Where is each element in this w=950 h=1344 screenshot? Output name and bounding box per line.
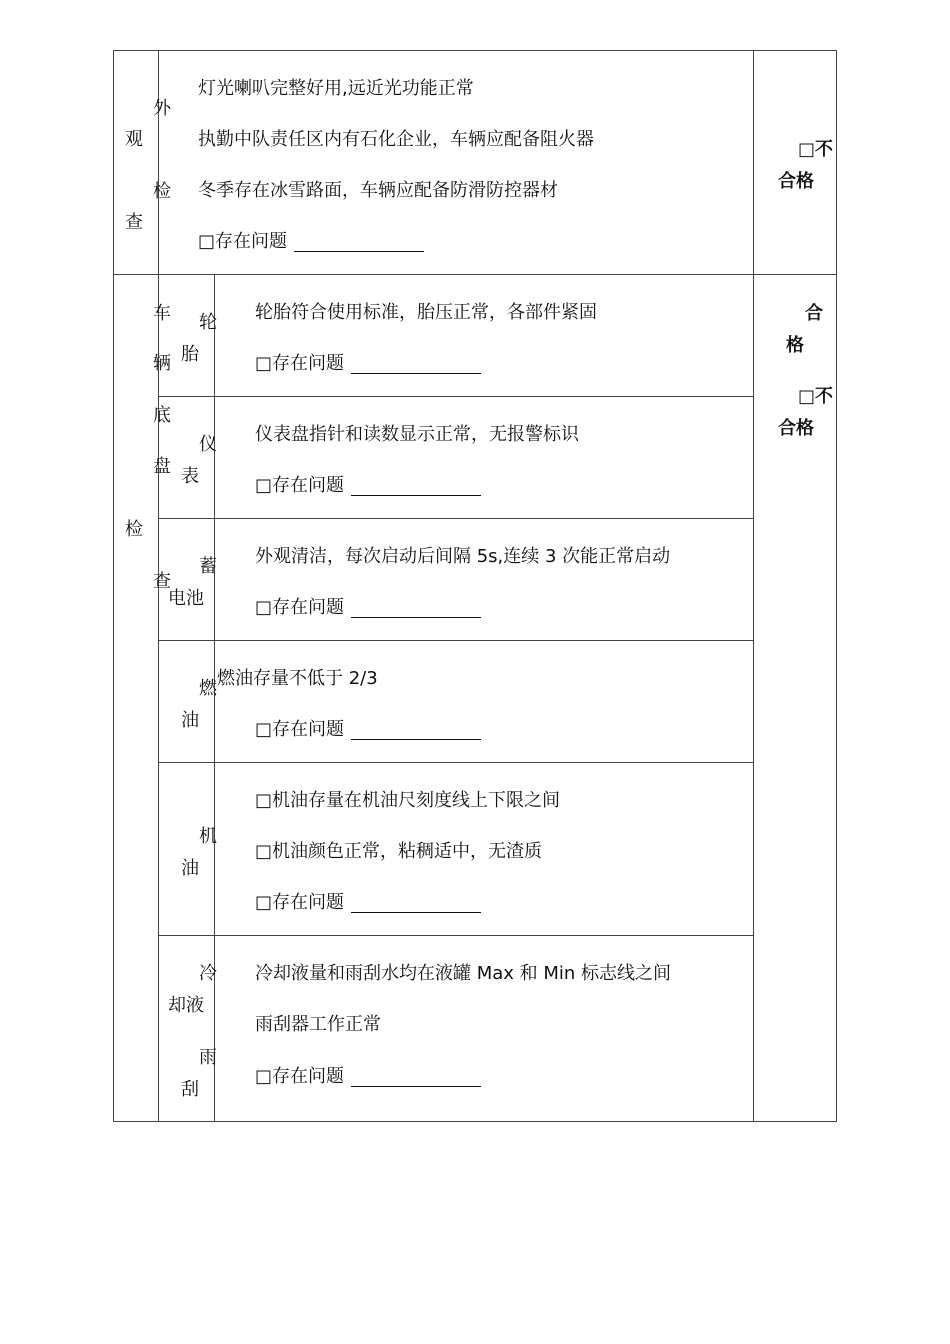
chassis-result-fail-text: 合格 [778, 418, 814, 439]
oil-label: 油 [181, 858, 199, 879]
chassis-result-pass[interactable]: 合 [805, 303, 823, 324]
chassis-col2-char: 辆 [153, 353, 171, 374]
wiper-item: 雨刮器工作正常 [255, 1014, 381, 1035]
chassis-result-fail[interactable]: □不 [798, 386, 834, 407]
fuel-issue-blank[interactable] [351, 739, 481, 740]
coolant-issue-checkbox[interactable]: □存在问题 [255, 1066, 345, 1087]
appearance-col2-char: 检 [153, 181, 171, 202]
appearance-item: 执勤中队责任区内有石化企业，车辆应配备阻火器 [198, 129, 594, 150]
chassis-result-pass-text: 格 [786, 335, 804, 356]
chassis-col2-char: 车 [153, 303, 171, 324]
divider-row-fuel [158, 640, 754, 641]
tires-label: 轮 [199, 312, 217, 333]
tires-item: 轮胎符合使用标准，胎压正常，各部件紧固 [255, 302, 597, 323]
gauges-label: 表 [181, 466, 199, 487]
battery-label: 蓄 [199, 556, 217, 577]
fuel-issue-checkbox[interactable]: □存在问题 [255, 719, 345, 740]
divider-row-coolant [158, 935, 754, 936]
divider-row-battery [158, 518, 754, 519]
battery-item: 外观清洁，每次启动后间隔 5s,连续 3 次能正常启动 [255, 546, 671, 567]
appearance-result-fail[interactable]: □不 [798, 139, 834, 160]
coolant-label: 却液 [168, 995, 204, 1016]
appearance-issue-checkbox[interactable]: □存在问题 [198, 231, 288, 252]
gauges-label: 仪 [199, 434, 217, 455]
coolant-label: 雨 [199, 1047, 217, 1068]
oil-level-checkbox[interactable]: □机油存量在机油尺刻度线上下限之间 [255, 790, 561, 811]
table-border-top [113, 50, 837, 51]
chassis-col1-char: 检 [125, 519, 143, 540]
battery-issue-checkbox[interactable]: □存在问题 [255, 597, 345, 618]
battery-label: 电池 [168, 588, 204, 609]
tires-label: 胎 [181, 344, 199, 365]
gauges-issue-checkbox[interactable]: □存在问题 [255, 475, 345, 496]
tires-issue-blank[interactable] [351, 373, 481, 374]
fuel-item: 燃油存量不低于 2/3 [217, 668, 378, 689]
appearance-item: 冬季存在冰雪路面，车辆应配备防滑防控器材 [198, 180, 558, 201]
coolant-item: 冷却液量和雨刮水均在液罐 Max 和 Min 标志线之间 [255, 963, 672, 984]
oil-label: 机 [199, 826, 217, 847]
gauges-issue-blank[interactable] [351, 495, 481, 496]
table-border-bottom [113, 1121, 837, 1122]
appearance-col1-char: 观 [125, 129, 143, 150]
battery-issue-blank[interactable] [351, 617, 481, 618]
divider-row-gauges [158, 396, 754, 397]
coolant-label: 冷 [199, 963, 217, 984]
table-border-left [113, 50, 114, 1122]
divider-section [113, 274, 837, 275]
divider-row-oil [158, 762, 754, 763]
coolant-label: 刮 [181, 1079, 199, 1100]
divider-result [753, 50, 754, 1122]
fuel-label: 油 [181, 710, 199, 731]
gauges-item: 仪表盘指针和读数显示正常，无报警标识 [255, 424, 579, 445]
coolant-issue-blank[interactable] [351, 1086, 481, 1087]
chassis-col2-char: 盘 [153, 456, 171, 477]
oil-issue-blank[interactable] [351, 912, 481, 913]
tires-issue-checkbox[interactable]: □存在问题 [255, 353, 345, 374]
appearance-col2-char: 外 [153, 98, 171, 119]
fuel-label: 燃 [199, 678, 217, 699]
oil-color-checkbox[interactable]: □机油颜色正常，粘稠适中，无渣质 [255, 841, 543, 862]
appearance-issue-blank[interactable] [294, 251, 424, 252]
chassis-col1-char: 查 [153, 571, 171, 592]
appearance-item: 灯光喇叭完整好用,远近光功能正常 [198, 78, 474, 99]
appearance-result-fail-text: 合格 [778, 171, 814, 192]
table-border-right [836, 50, 837, 1122]
appearance-col1-char: 查 [125, 212, 143, 233]
chassis-col2-char: 底 [153, 405, 171, 426]
oil-issue-checkbox[interactable]: □存在问题 [255, 892, 345, 913]
